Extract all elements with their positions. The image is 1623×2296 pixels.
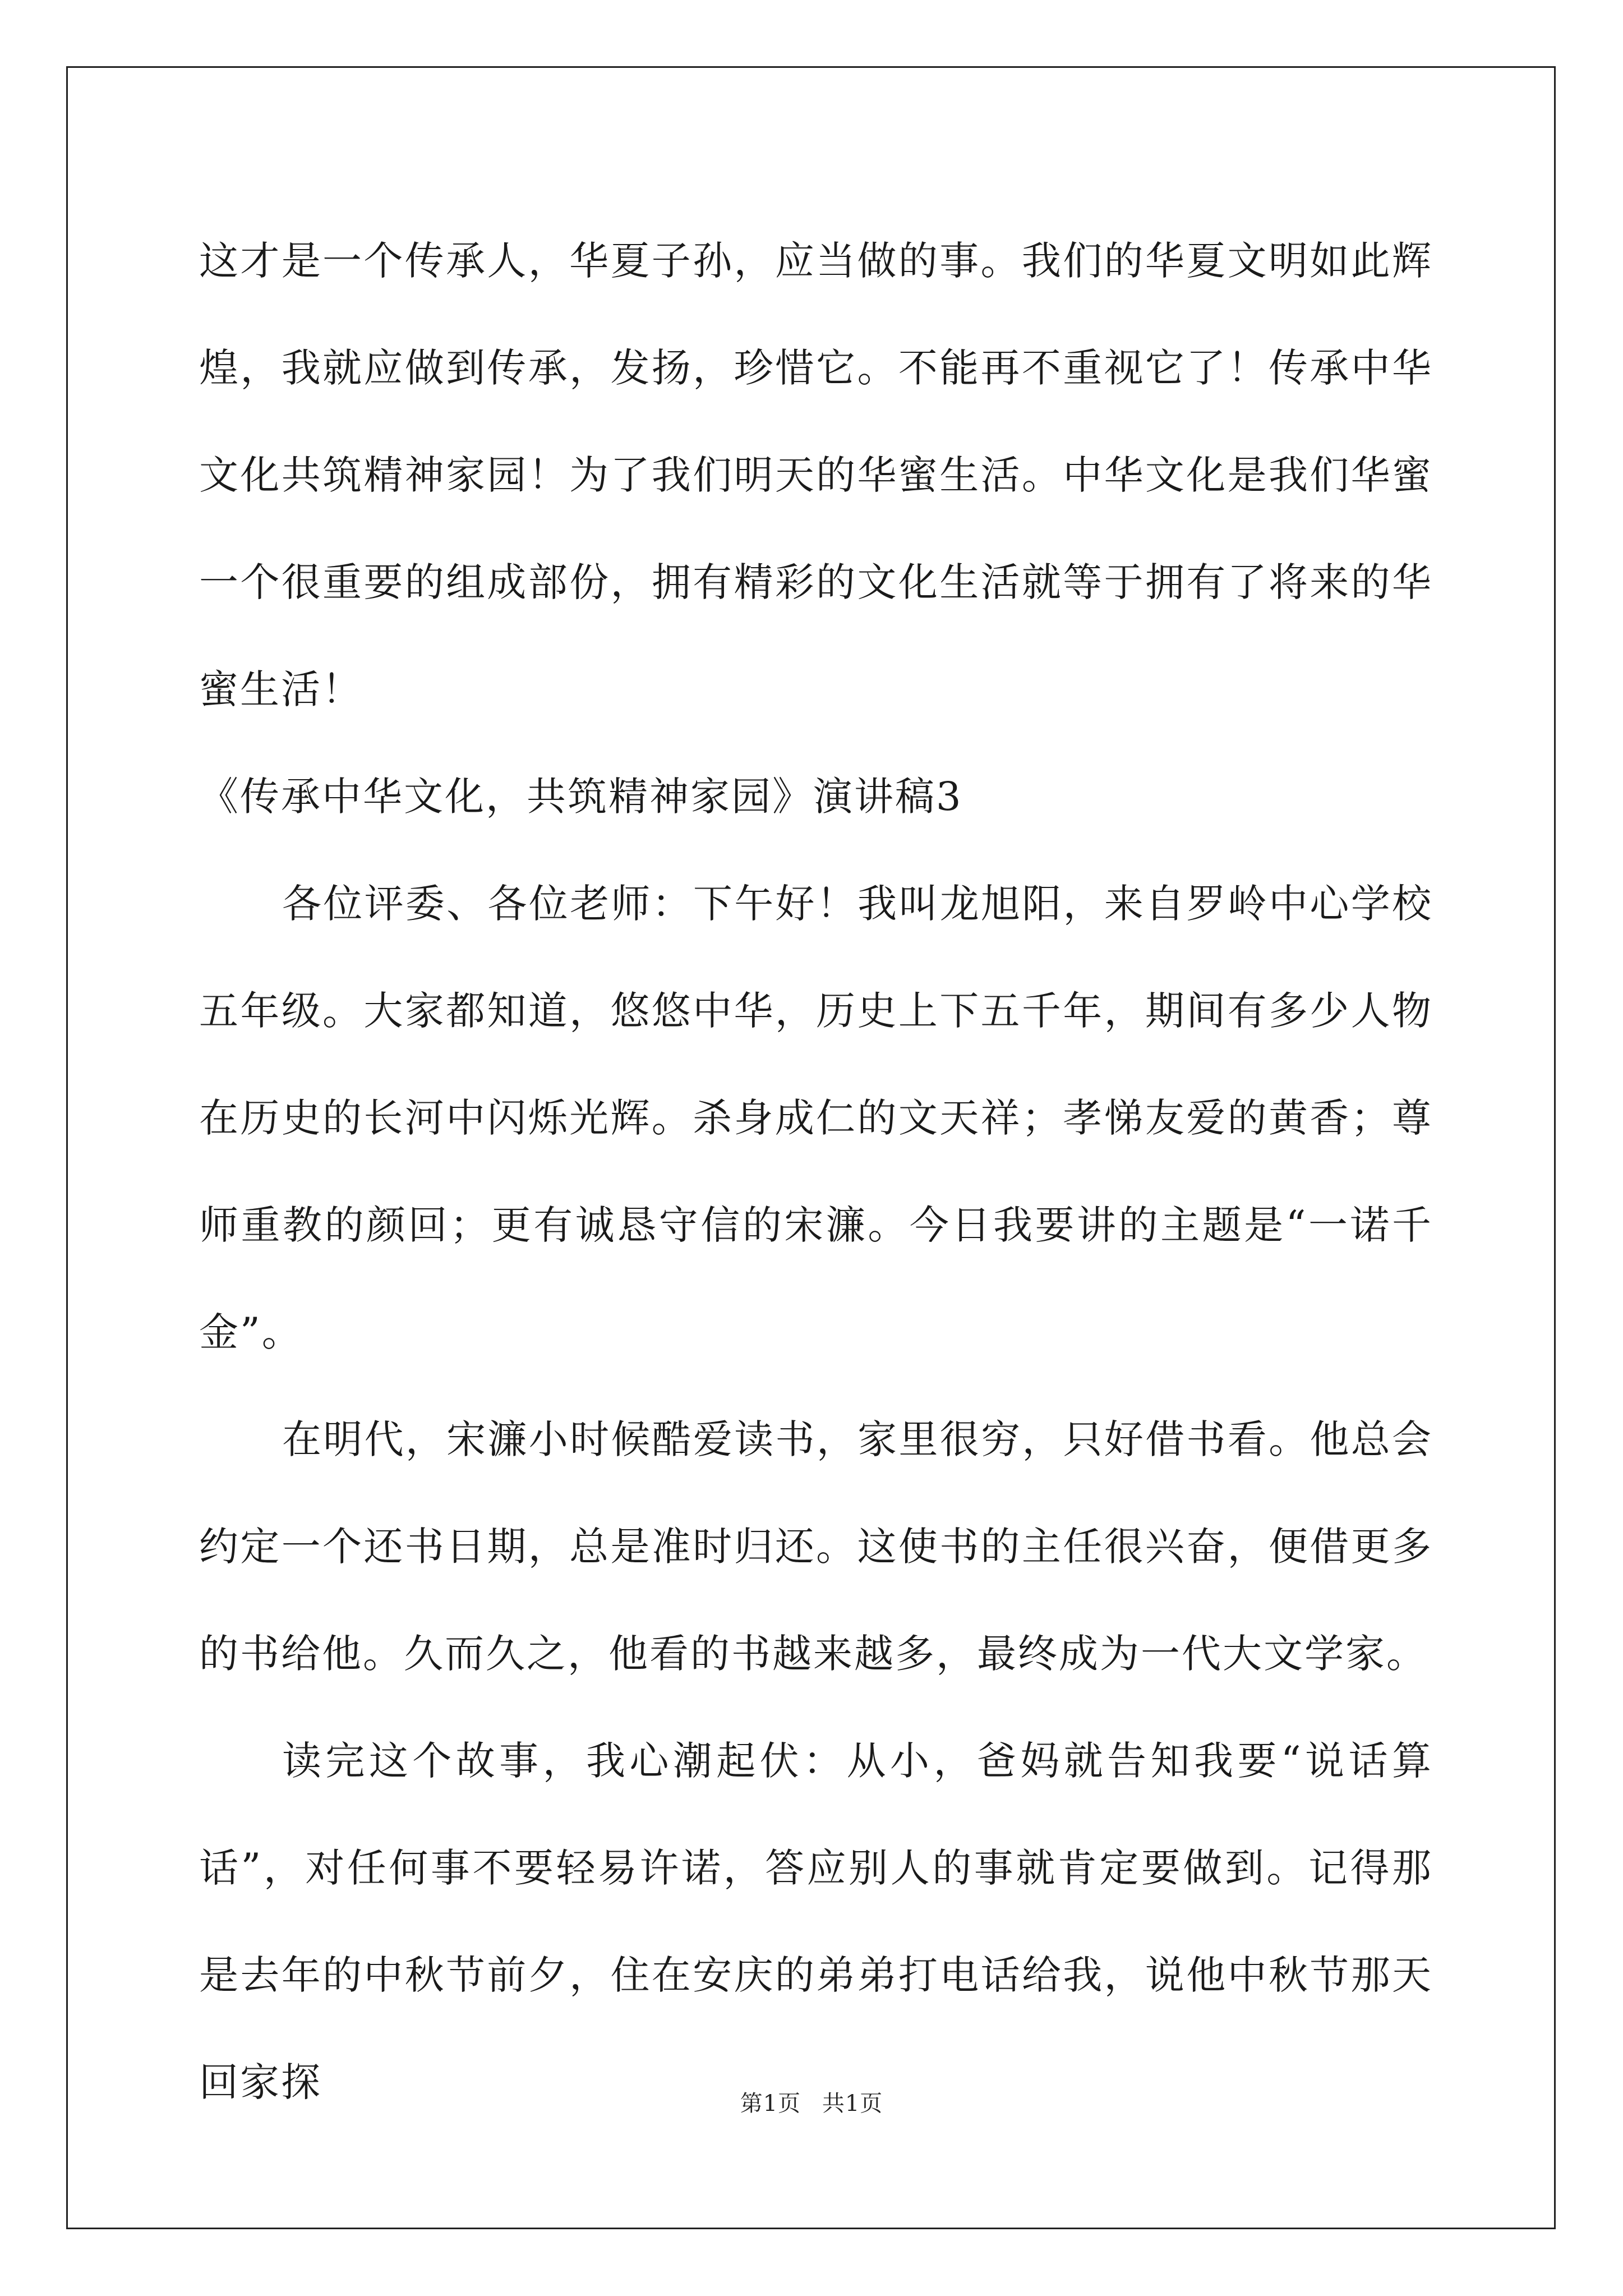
document-body [199,208,1433,2136]
page-total: 共1页 [822,2091,883,2116]
page-footer [0,2086,1623,2118]
paragraph-reflection: 读完这个故事，我心潮起伏：从小，爸妈就告知我要“说话算话”，对任何事不要轻易许诺，答应别人的事就肯定要做到。记得那是去年的中秋节前夕，住在安庆的弟弟打电话给我，说他中秋节那天回家探 [199,1738,1433,2105]
paragraph-greeting: 各位评委、各位老师：下午好！我叫龙旭阳，来自罗岭中心学校五年级。大家都知道，悠悠中华，历史上下五千年，期间有多少人物在历史的长河中闪烁光辉。杀身成仁的文天祥；孝悌友爱的黄香；尊师重教的颜回；更有诚恳守信的宋濂。今日我要讲的主题是“一诺千金”。 [199,881,1433,1355]
paragraph-continuation: 这才是一个传承人，华夏子孙，应当做的事。我们的华夏文明如此辉煌，我就应做到传承，发扬，珍惜它。不能再不重视它了！传承中华文化共筑精神家园！为了我们明天的华蜜生活。中华文化是我们华蜜一个很重要的组成部份，拥有精彩的文化生活就等于拥有了将来的华蜜生活！ [199,238,1433,712]
section-heading: 《传承中华文化，共筑精神家园》演讲稿3 [199,774,963,820]
paragraph-story: 在明代，宋濂小时候酷爱读书，家里很穷，只好借书看。他总会约定一个还书日期，总是准时归还。这使书的主任很兴奋，便借更多的书给他。久而久之，他看的书越来越多，最终成为一代大文学家。 [199,1416,1433,1677]
page-number: 第1页 [740,2091,801,2116]
